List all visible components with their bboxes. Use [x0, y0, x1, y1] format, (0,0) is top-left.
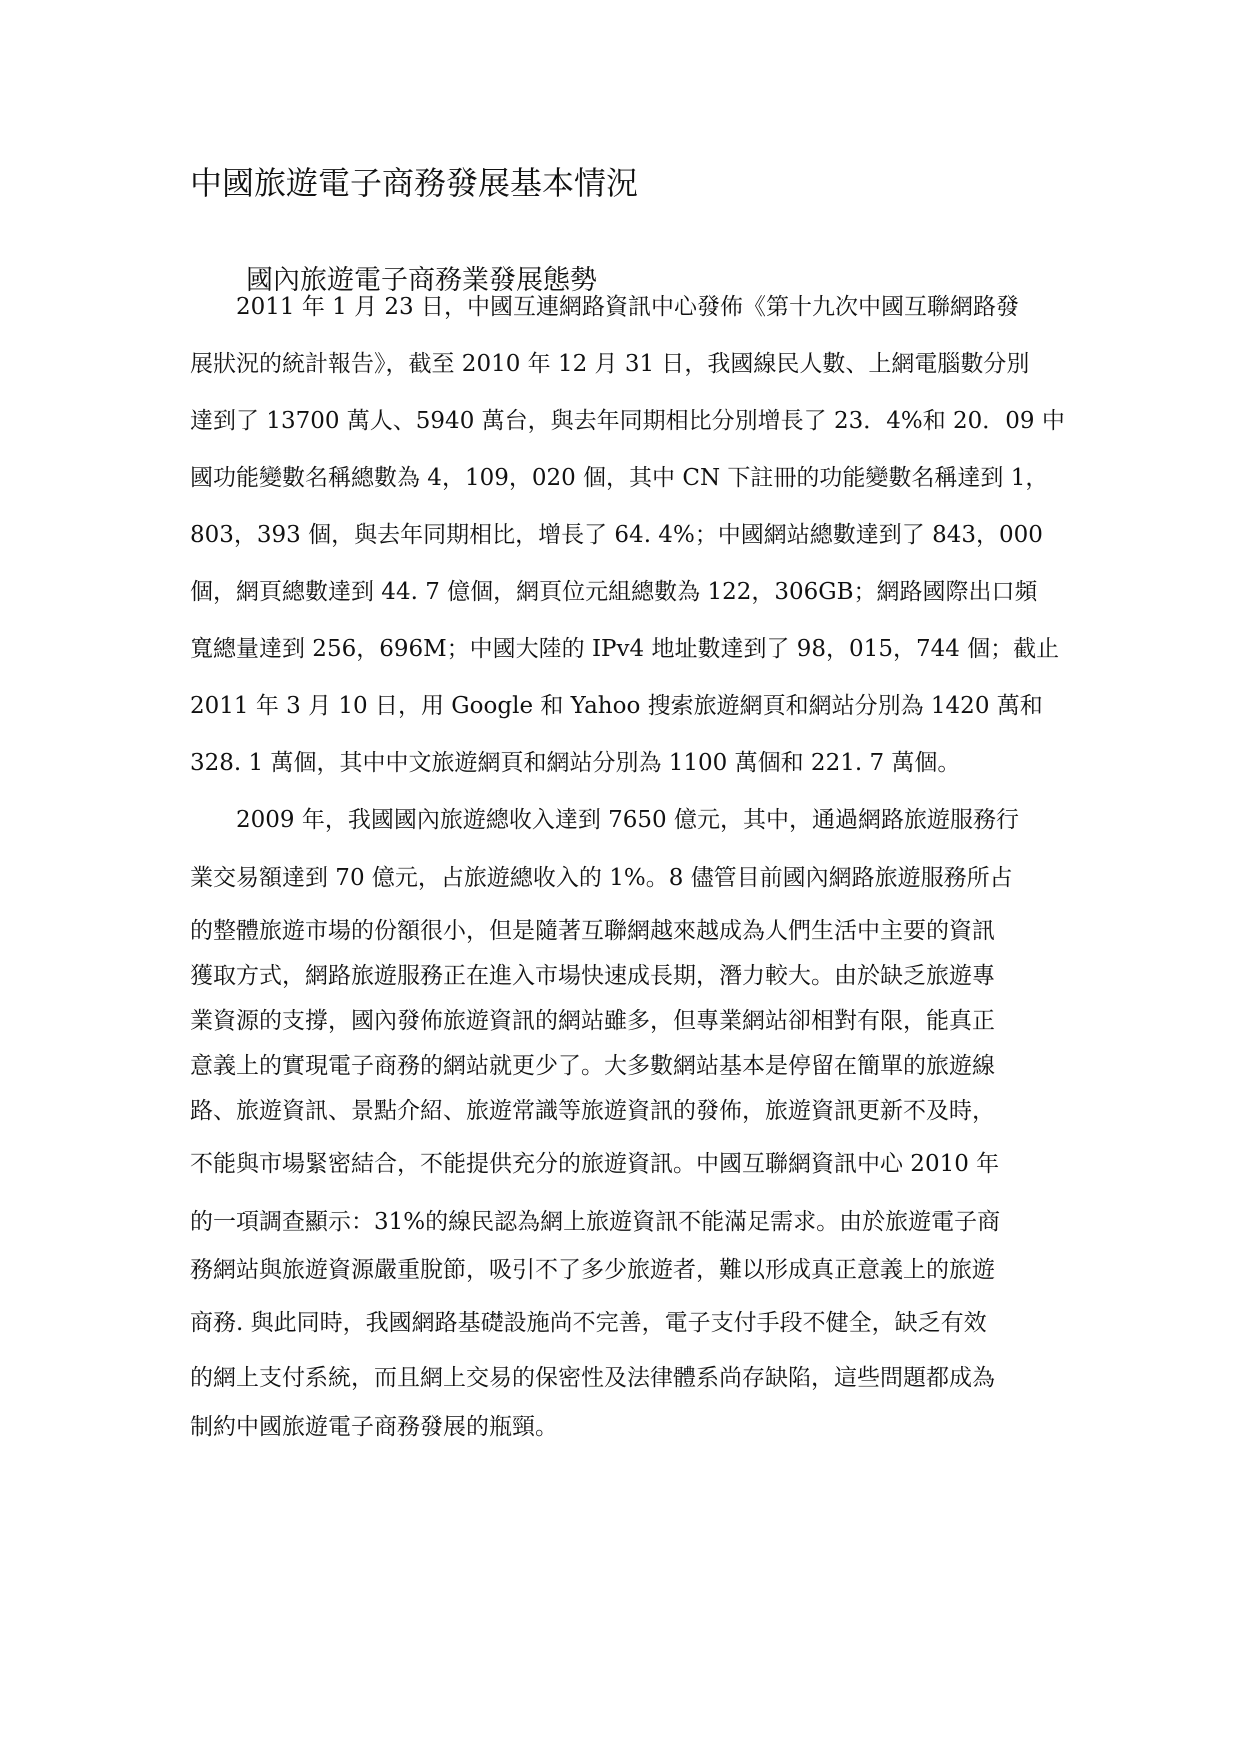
paragraph-line: 的網上支付系統，而且網上交易的保密性及法律體系尚存缺陷，這些問題都成為 — [190, 1365, 995, 1391]
paragraph-line: 制約中國旅遊電子商務發展的瓶頸。 — [190, 1414, 558, 1440]
paragraph-line: 個，網頁總數達到 44. 7 億個，網頁位元組總數為 122，306GB；網路國際出口頻 — [190, 579, 1038, 605]
paragraph-line: 商務. 與此同時，我國網路基礎設施尚不完善，電子支付手段不健全，缺乏有效 — [190, 1310, 987, 1336]
paragraph-line: 展狀況的統計報告》，截至 2010 年 12 月 31 日，我國線民人數、上網電腦數分別 — [190, 351, 1030, 377]
paragraph-line: 不能與市場緊密結合，不能提供充分的旅遊資訊。中國互聯網資訊中心 2010 年 — [190, 1151, 1000, 1177]
paragraph-line: 寬總量達到 256，696M；中國大陸的 IPv4 地址數達到了 98，015，744 個；截止 — [190, 636, 1060, 662]
document-title: 中國旅遊電子商務發展基本情況 — [190, 164, 639, 202]
paragraph-line: 意義上的實現電子商務的網站就更少了。大多數網站基本是停留在簡單的旅遊線 — [190, 1053, 995, 1079]
paragraph-line: 2011 年 1 月 23 日，中國互連網路資訊中心發佈《第十九次中國互聯網路發 — [236, 294, 1019, 320]
paragraph-line: 328. 1 萬個，其中中文旅遊網頁和網站分別為 1100 萬個和 221. 7 萬個。 — [190, 750, 961, 776]
paragraph-line: 獲取方式，網路旅遊服務正在進入市場快速成長期，潛力較大。由於缺乏旅遊專 — [190, 963, 995, 989]
paragraph-line: 的一項調查顯示：31%的線民認為網上旅遊資訊不能滿足需求。由於旅遊電子商 — [190, 1209, 1001, 1235]
paragraph-line: 業資源的支撐，國內發佈旅遊資訊的網站雖多，但專業網站卻相對有限，能真正 — [190, 1008, 995, 1034]
paragraph-line: 2011 年 3 月 10 日，用 Google 和 Yahoo 搜索旅遊網頁和網站分別為 1420 萬和 — [190, 693, 1043, 719]
paragraph-line: 2009 年，我國國內旅遊總收入達到 7650 億元，其中，通過網路旅遊服務行 — [236, 807, 1019, 833]
paragraph-line: 務網站與旅遊資源嚴重脫節，吸引不了多少旅遊者，難以形成真正意義上的旅遊 — [190, 1257, 995, 1283]
paragraph-line: 的整體旅遊市場的份額很小，但是隨著互聯網越來越成為人們生活中主要的資訊 — [190, 918, 995, 944]
paragraph-line: 業交易額達到 70 億元，占旅遊總收入的 1%。8 儘管目前國內網路旅遊服務所占 — [190, 865, 1013, 891]
paragraph-line: 803，393 個，與去年同期相比，增長了 64. 4%；中國網站總數達到了 843，000 — [190, 522, 1043, 548]
section-heading: 國內旅遊電子商務業發展態勢 — [246, 265, 597, 296]
paragraph-line: 路、旅遊資訊、景點介紹、旅遊常識等旅遊資訊的發佈，旅遊資訊更新不及時， — [190, 1098, 995, 1124]
paragraph-line: 達到了 13700 萬人、5940 萬台，與去年同期相比分別增長了 23．4%和 20．09 中 — [190, 408, 1065, 434]
paragraph-line: 國功能變數名稱總數為 4，109，020 個，其中 CN 下註冊的功能變數名稱達到 1， — [190, 465, 1049, 491]
